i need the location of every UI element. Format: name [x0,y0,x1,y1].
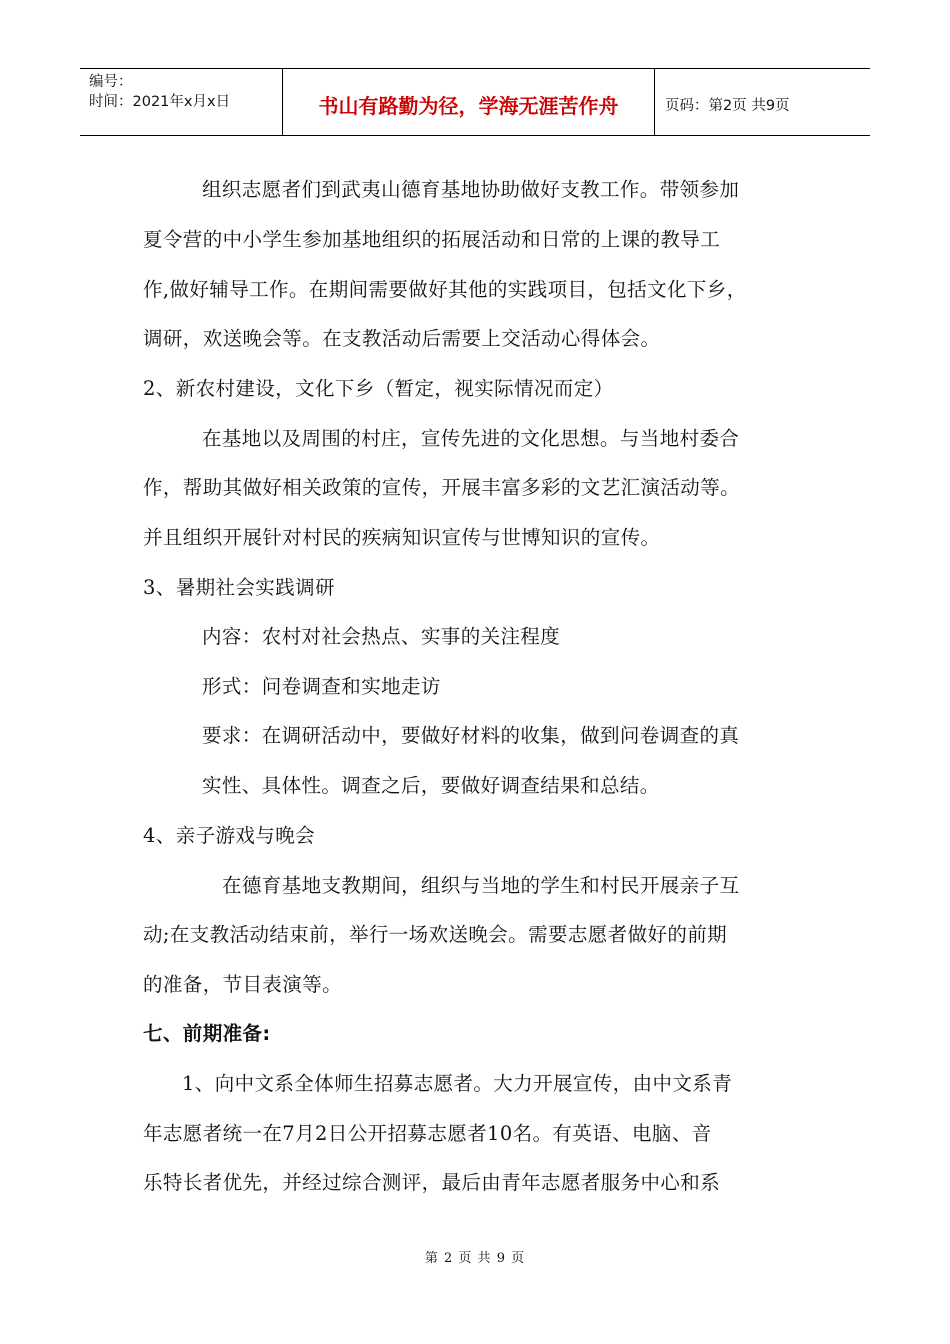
body-line: 夏令营的中小学生参加基地组织的拓展活动和日常的上课的教导工 [143,228,721,251]
section-heading: 3、暑期社会实践调研 [143,576,335,599]
body-line: 年志愿者统一在7月2日公开招募志愿者10名。有英语、电脑、音 [143,1122,712,1145]
body-line: 要求：在调研活动中，要做好材料的收集，做到问卷调查的真 [202,724,740,747]
body-line: 在德育基地支教期间，组织与当地的学生和村民开展亲子互 [222,874,740,897]
chapter-heading: 七、前期准备: [143,1022,271,1045]
body-line: 实性、具体性。调查之后，要做好调查结果和总结。 [202,774,660,797]
body-line: 的准备，节目表演等。 [143,973,343,996]
body-line: 动;在支教活动结束前，举行一场欢送晚会。需要志愿者做好的前期 [143,923,728,946]
header-page-info: 页码：第2页 共9页 [665,97,790,114]
section-heading: 2、新农村建设，文化下乡（暂定，视实际情况而定） [143,377,614,400]
body-line: 1、向中文系全体师生招募志愿者。大力开展宣传，由中文系青 [182,1072,733,1095]
page-footer: 第 2 页 共 9 页 [424,1251,526,1266]
body-line: 在基地以及周围的村庄，宣传先进的文化思想。与当地村委合 [202,427,740,450]
body-line: 作，帮助其做好相关政策的宣传，开展丰富多彩的文艺汇演活动等。 [143,476,741,499]
header-motto: 书山有路勤为径，学海无涯苦作舟 [283,69,655,135]
page-header [80,68,870,136]
body-line: 并且组织开展针对村民的疾病知识宣传与世博知识的宣传。 [143,526,661,549]
body-line: 形式：问卷调查和实地走访 [202,675,441,698]
header-meta [80,69,283,135]
body-line: 调研，欢送晚会等。在支教活动后需要上交活动心得体会。 [143,327,661,350]
body-line: 作,做好辅导工作。在期间需要做好其他的实践项目，包括文化下乡， [143,278,747,301]
body-line: 乐特长者优先，并经过综合测评，最后由青年志愿者服务中心和系 [143,1171,721,1194]
document-time-label: 时间：2021年x月x日 [89,94,231,110]
body-line: 内容：农村对社会热点、实事的关注程度 [202,625,561,648]
body-line: 组织志愿者们到武夷山德育基地协助做好支教工作。带领参加 [202,178,740,201]
section-heading: 4、亲子游戏与晚会 [143,824,316,847]
document-number-label: 编号： [89,74,133,90]
